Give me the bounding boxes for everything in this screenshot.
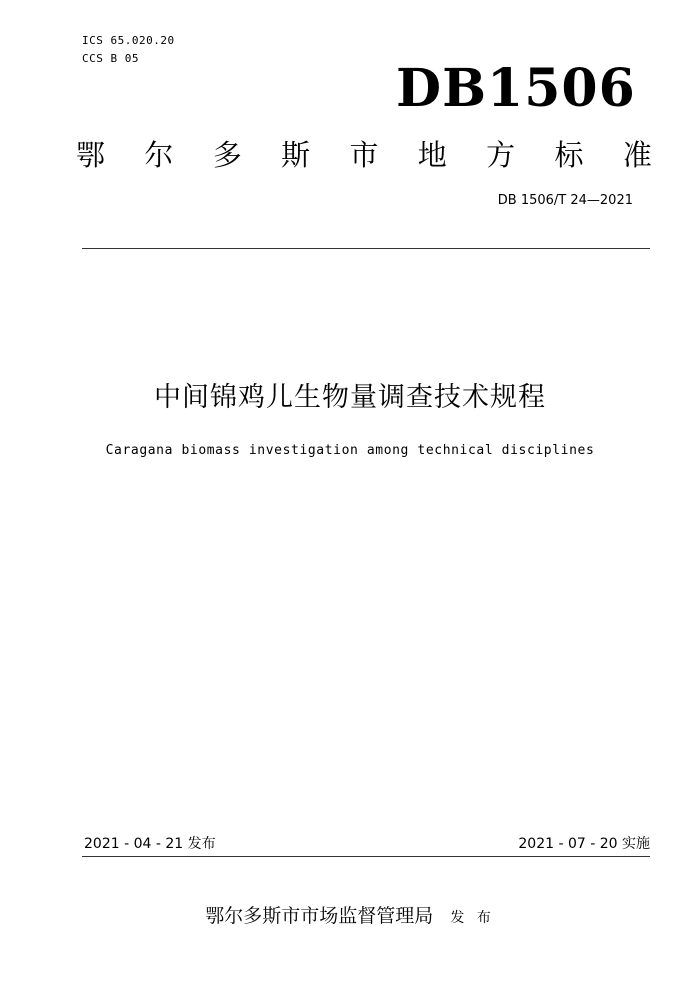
standard-type-char: 方 — [486, 138, 516, 172]
standard-type-heading — [76, 135, 652, 175]
issuing-organization: 鄂尔多斯市市场监督管理局 — [205, 905, 434, 927]
ics-code: ICS 65.020.20 — [82, 34, 175, 47]
document-title-english: Caragana biomass investigation among technical disciplines — [105, 443, 595, 458]
standard-type-char: 尔 — [144, 138, 174, 172]
standard-type-char: 准 — [622, 138, 652, 172]
standard-code-logo: DB1506 — [396, 58, 636, 119]
standard-number: DB 1506/T 24—2021 — [497, 193, 633, 208]
standard-type-char: 市 — [349, 138, 379, 172]
standard-type-char: 鄂 — [76, 138, 106, 172]
standard-type-char: 标 — [554, 138, 584, 172]
issued-label: 发 布 — [450, 910, 495, 926]
standard-type-char: 多 — [212, 138, 242, 172]
ccs-code: CCS B 05 — [82, 52, 139, 65]
header-divider — [82, 248, 650, 249]
standard-type-char: 斯 — [281, 138, 311, 172]
issuing-authority — [0, 902, 700, 932]
footer-divider — [82, 856, 650, 857]
standard-type-char: 地 — [417, 138, 447, 172]
implementation-date: 2021 - 07 - 20 实施 — [518, 836, 650, 852]
document-title-chinese: 中间锦鸡儿生物量调查技术规程 — [154, 382, 546, 413]
issue-date: 2021 - 04 - 21 发布 — [84, 836, 216, 852]
